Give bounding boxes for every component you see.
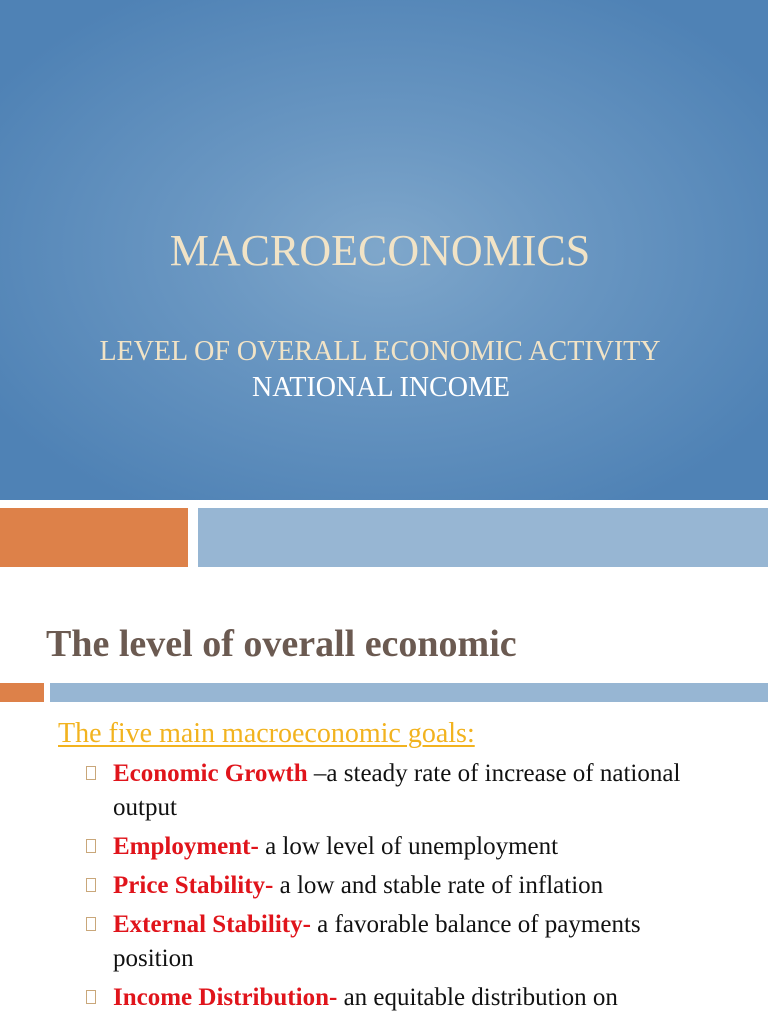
slide-subtitle-line1: LEVEL OF OVERALL ECONOMIC ACTIVITY [99, 336, 661, 367]
goal-term: Economic Growth [113, 760, 314, 787]
goal-term: Income Distribution- [113, 984, 338, 1011]
bullet-icon [86, 878, 96, 892]
bullet-icon [86, 917, 96, 931]
bullet-icon [86, 839, 96, 853]
list-item-text [113, 908, 713, 976]
list-item-text [113, 830, 713, 864]
goals-heading: The five main macroeconomic goals: [58, 718, 475, 749]
list-item-text [113, 981, 713, 1015]
goal-description: a favorable balance of payments position [113, 911, 641, 972]
slide-title: MACROECONOMICS [169, 226, 591, 275]
bullet-icon [86, 990, 96, 1004]
goal-description: a low level of unemployment [258, 833, 559, 860]
goal-description: an equitable distribution on [337, 984, 618, 1011]
list-item-text [113, 869, 713, 903]
bullet-icon [86, 766, 96, 780]
goal-term: Price Stability- [113, 872, 274, 899]
list-item-text [113, 757, 713, 825]
goal-term: Employment- [113, 833, 259, 860]
goal-description: a low and stable rate of inflation [273, 872, 604, 899]
content-slide-title: The level of overall economic [46, 623, 517, 665]
goal-term: External Stability- [113, 911, 311, 938]
goal-description: –a steady rate of increase of national output [113, 760, 681, 821]
slide-subtitle-line2: NATIONAL INCOME [252, 372, 510, 403]
